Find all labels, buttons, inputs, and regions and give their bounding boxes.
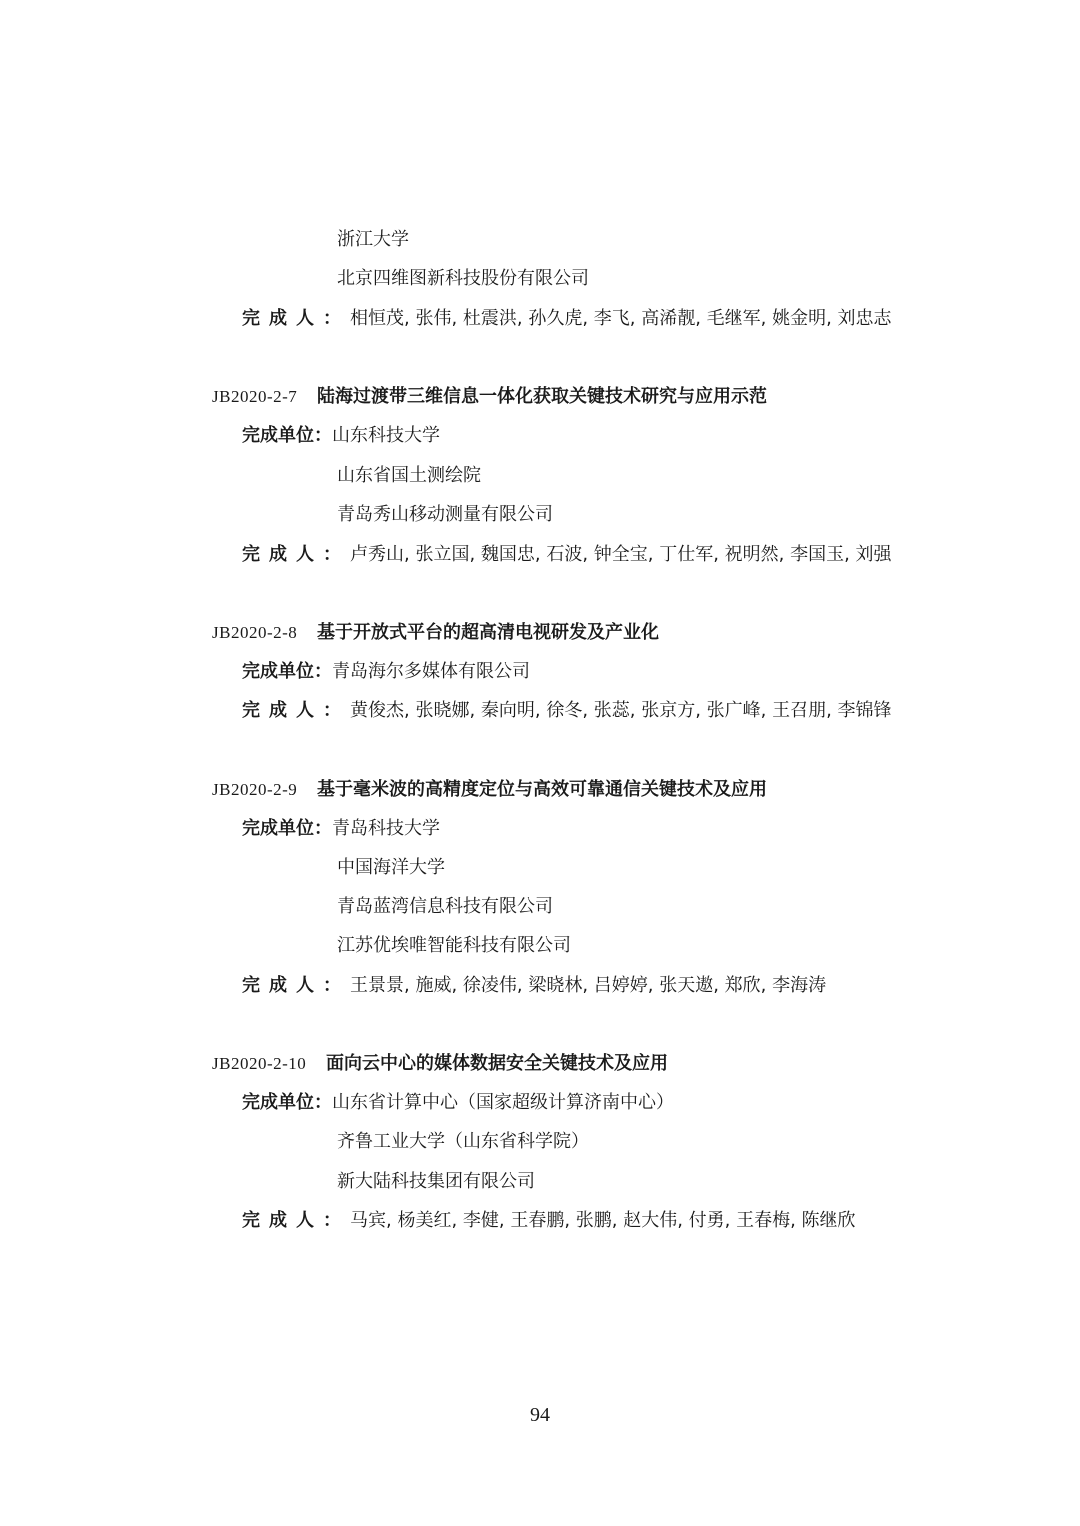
persons-line — [242, 307, 892, 331]
unit-name: 北京四维图新科技股份有限公司 — [337, 268, 589, 289]
persons-list: 马宾, 杨美红, 李健, 王春鹏, 张鹏, 赵大伟, 付勇, 王春梅, 陈继欣 — [350, 1210, 856, 1231]
persons-list: 相恒茂, 张伟, 杜震洪, 孙久虎, 李飞, 高浠靓, 毛继军, 姚金明, 刘忠志 — [350, 308, 892, 329]
units-line — [242, 1091, 674, 1115]
unit-line — [337, 1130, 589, 1154]
persons-label: 完成人： — [242, 544, 350, 565]
unit-name: 青岛科技大学 — [332, 818, 440, 839]
units-label: 完成单位： — [242, 425, 332, 446]
unit-line — [337, 228, 409, 252]
unit-line — [337, 934, 571, 958]
project-code: JB2020-2-8 — [212, 623, 298, 642]
project-title: 基于毫米波的高精度定位与高效可靠通信关键技术及应用 — [317, 779, 768, 800]
units-label: 完成单位： — [242, 1092, 332, 1113]
persons-list: 黄俊杰, 张晓娜, 秦向明, 徐冬, 张蕊, 张京方, 张广峰, 王召朋, 李锦锋 — [350, 700, 892, 721]
project-title: 面向云中心的媒体数据安全关键技术及应用 — [326, 1053, 669, 1074]
project-code: JB2020-2-9 — [212, 780, 298, 799]
persons-label: 完成人： — [242, 700, 350, 721]
project-header — [212, 1052, 668, 1076]
project-title: 基于开放式平台的超高清电视研发及产业化 — [317, 622, 660, 643]
persons-line — [242, 543, 892, 567]
unit-name: 山东省国土测绘院 — [337, 465, 481, 486]
unit-name: 中国海洋大学 — [337, 857, 445, 878]
unit-line — [337, 895, 553, 919]
unit-name: 青岛蓝湾信息科技有限公司 — [337, 896, 553, 917]
persons-label: 完成人： — [242, 975, 350, 996]
unit-name: 江苏优埃唯智能科技有限公司 — [337, 935, 571, 956]
project-header — [212, 778, 767, 802]
unit-line — [337, 503, 553, 527]
persons-label: 完成人： — [242, 1210, 350, 1231]
persons-line — [242, 1209, 856, 1233]
unit-name: 青岛秀山移动测量有限公司 — [337, 504, 553, 525]
units-line — [242, 817, 440, 841]
persons-list: 王景景, 施威, 徐凌伟, 梁晓林, 吕婷婷, 张天遨, 郑欣, 李海涛 — [350, 975, 827, 996]
units-line — [242, 660, 530, 684]
project-header — [212, 621, 659, 645]
unit-name: 齐鲁工业大学（山东省科学院） — [337, 1131, 589, 1152]
unit-name: 浙江大学 — [337, 229, 409, 250]
persons-line — [242, 974, 826, 998]
units-line — [242, 424, 440, 448]
project-header — [212, 385, 767, 409]
unit-name: 山东科技大学 — [332, 425, 440, 446]
units-label: 完成单位： — [242, 818, 332, 839]
persons-list: 卢秀山, 张立国, 魏国忠, 石波, 钟全宝, 丁仕军, 祝明然, 李国玉, 刘强 — [350, 544, 892, 565]
project-title: 陆海过渡带三维信息一体化获取关键技术研究与应用示范 — [317, 386, 768, 407]
unit-line — [337, 856, 445, 880]
persons-line — [242, 699, 892, 723]
persons-label: 完成人： — [242, 308, 350, 329]
page-number: 94 — [530, 1404, 550, 1426]
project-code: JB2020-2-10 — [212, 1054, 307, 1073]
unit-line — [337, 464, 481, 488]
unit-name: 青岛海尔多媒体有限公司 — [332, 661, 530, 682]
project-code: JB2020-2-7 — [212, 387, 298, 406]
units-label: 完成单位： — [242, 661, 332, 682]
unit-line — [337, 1170, 535, 1194]
unit-name: 山东省计算中心（国家超级计算济南中心） — [332, 1092, 674, 1113]
unit-line — [337, 267, 589, 291]
unit-name: 新大陆科技集团有限公司 — [337, 1171, 535, 1192]
